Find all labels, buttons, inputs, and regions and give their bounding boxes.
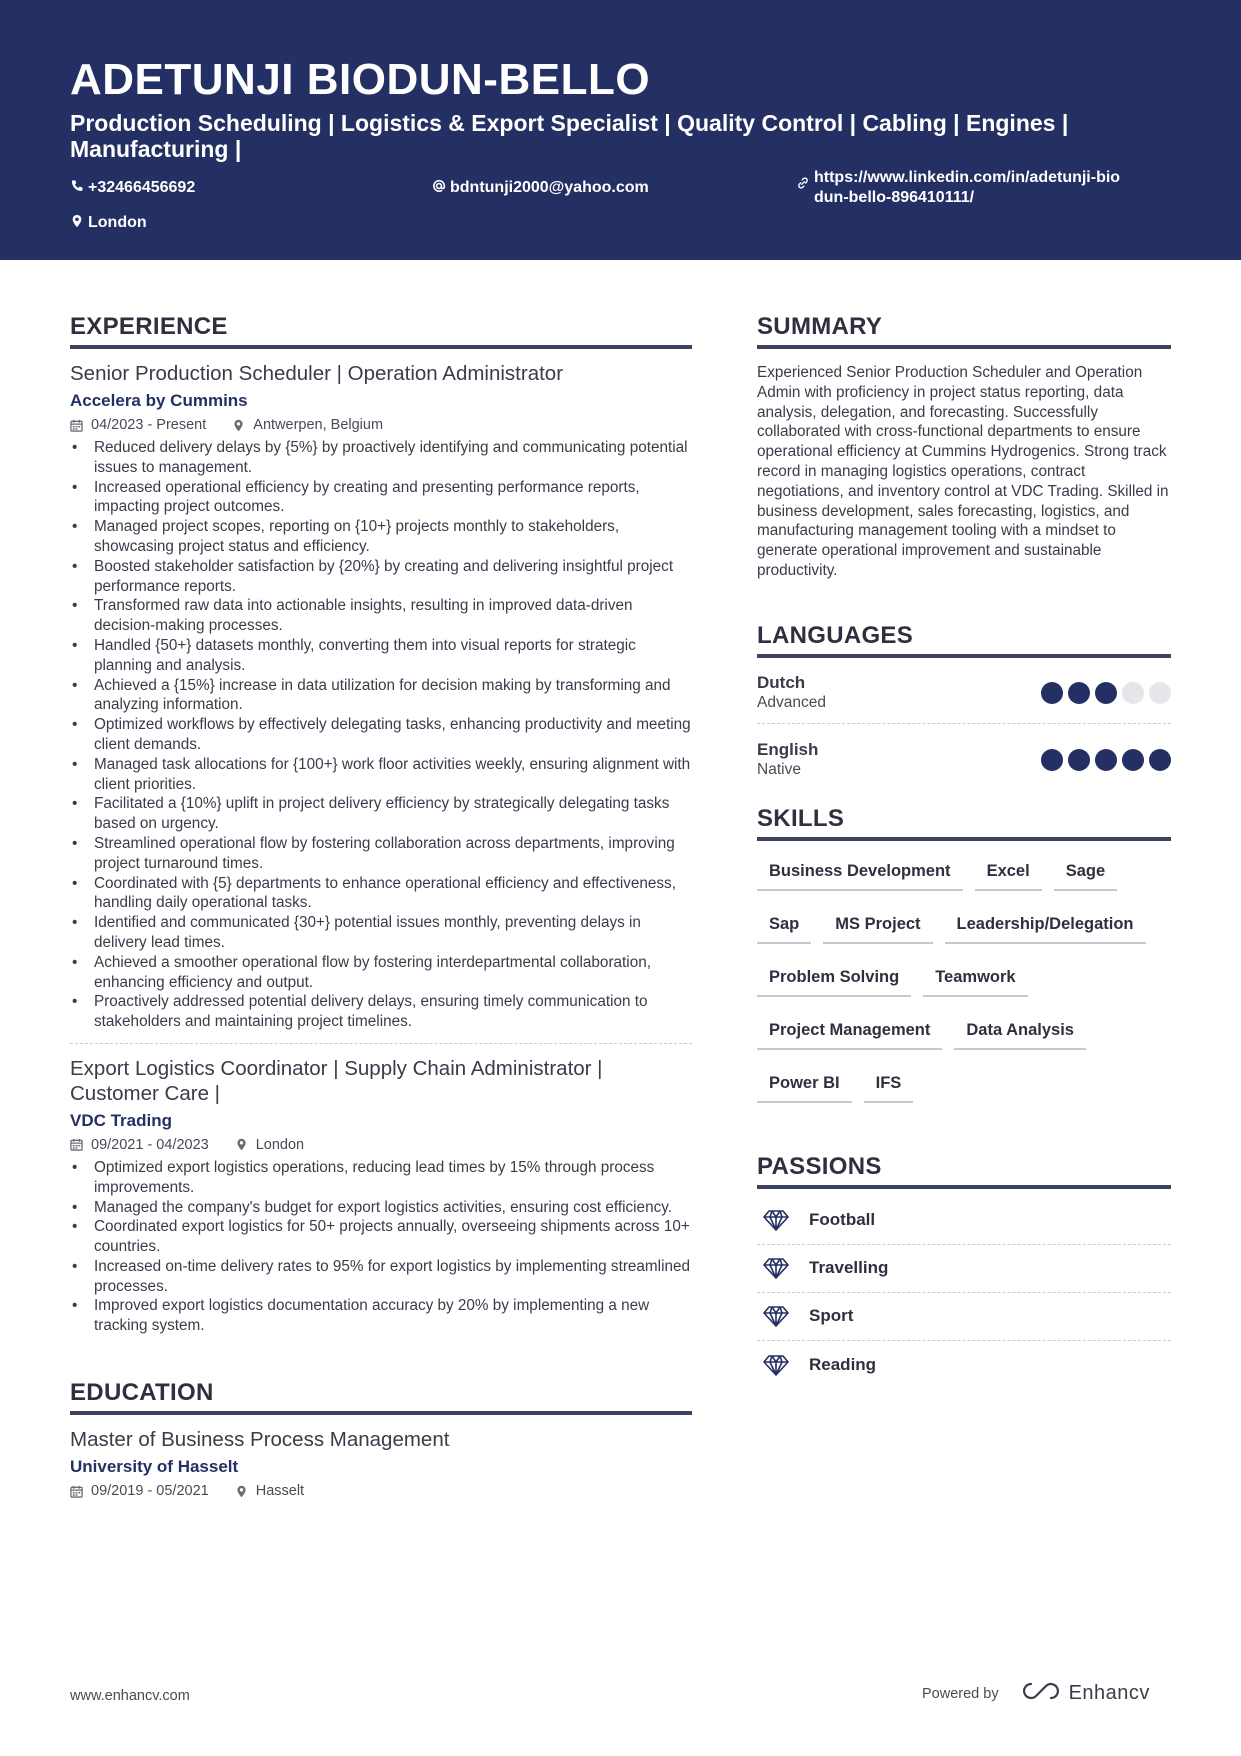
location-pin-icon [70, 214, 88, 234]
contact-linkedin [796, 168, 1126, 208]
bullet-item: • Optimized workflows by effectively delegating tasks, enhancing productivity and meeting client demands. [70, 715, 692, 755]
location-pin-icon [232, 419, 253, 432]
experience-heading: EXPERIENCE [70, 312, 692, 349]
diamond-icon [757, 1209, 809, 1231]
right-column [757, 312, 1171, 1389]
job-meta [70, 415, 692, 435]
job-title: Export Logistics Coordinator | Supply Chain Administrator | Customer Care | [70, 1056, 603, 1105]
job-title: Senior Production Scheduler | Operation Administrator [70, 362, 564, 385]
bullet-item: • Managed the company's budget for export logistics activities, ensuring cost efficiency. [70, 1198, 692, 1218]
skill-tag: Business Development [757, 853, 963, 891]
language-item [757, 672, 1171, 724]
skill-tag: Excel [975, 853, 1042, 891]
bullet-item: • Proactively addressed potential delivery delays, ensuring timely communication to stakeholders and maintaining project timelines. [70, 992, 692, 1032]
contact-location [70, 213, 147, 234]
education-dates: 09/2019 - 05/2021 [91, 1483, 209, 1500]
passion-item [757, 1197, 1171, 1245]
skills-heading: SKILLS [757, 804, 1171, 841]
bullet-item: • Handled {50+} datasets monthly, converting them into visual reports for strategic planning and analysis. [70, 636, 692, 676]
education-location: Hasselt [255, 1483, 305, 1500]
school-name: University of Hasselt [70, 1457, 239, 1477]
calendar-icon [70, 1485, 91, 1498]
candidate-headline: Production Scheduling | Logistics & Export Specialist | Quality Control | Cabling | Engines | Manufacturing | [70, 110, 1069, 162]
rating-dot [1149, 749, 1171, 771]
phone-number: +32466456692 [88, 179, 196, 196]
job-divider [70, 1043, 692, 1044]
diamond-icon [757, 1305, 809, 1327]
contact-email [432, 178, 649, 199]
skill-tag: Project Management [757, 1012, 942, 1050]
skill-tag: Data Analysis [954, 1012, 1086, 1050]
bullet-item: • Streamlined operational flow by fostering collaboration across departments, improving project turnaround times. [70, 834, 692, 874]
at-icon [432, 179, 450, 199]
left-column [70, 312, 692, 1501]
language-rating [1041, 682, 1171, 704]
summary-text: Experienced Senior Production Scheduler and Operation Admin with proficiency in project status reporting, data analysis, delegation, and forecasting. Successfully collaborated with cross-functional departments to ensure operational efficiency at Cummins Hydrogenics. Strong track record in managing logistics operations, contract negotiations, and inventory control at VDC Trading. Skilled in business development, sales forecasting, logistics, and manufacturing management tooling with a mindset to generate operational improvement and sustainable productivity. [757, 364, 1169, 579]
rating-dot [1149, 682, 1171, 704]
rating-dot [1068, 749, 1090, 771]
bullet-item: • Increased on-time delivery rates to 95% for export logistics by implementing streamlined processes. [70, 1257, 692, 1297]
passion-label: Reading [809, 1354, 877, 1374]
rating-dot [1068, 682, 1090, 704]
location-pin-icon [235, 1485, 256, 1498]
rating-dot [1095, 749, 1117, 771]
calendar-icon [70, 419, 91, 432]
location-text: London [88, 214, 147, 231]
job-location: London [255, 1136, 305, 1153]
education-heading: EDUCATION [70, 1378, 692, 1415]
job-location: Antwerpen, Belgium [253, 417, 384, 433]
contact-phone [70, 178, 195, 199]
company-name: Accelera by Cummins [70, 391, 248, 410]
job-bullets [70, 1158, 692, 1336]
skill-tag: IFS [864, 1065, 914, 1103]
skill-tag: Sap [757, 906, 811, 944]
language-name: English [757, 739, 819, 759]
job-dates: 04/2023 - Present [91, 417, 207, 433]
language-level: Native [757, 760, 801, 778]
language-name: Dutch [757, 673, 806, 693]
language-item [757, 738, 1171, 790]
skill-tag: Problem Solving [757, 959, 911, 997]
passions-heading: PASSIONS [757, 1152, 1171, 1189]
language-level: Advanced [757, 694, 826, 712]
bullet-item: • Transformed raw data into actionable insights, resulting in improved data-driven decision-making processes. [70, 596, 692, 636]
languages-heading: LANGUAGES [757, 621, 1171, 658]
passion-item [757, 1341, 1171, 1389]
skill-tag: Sage [1054, 853, 1117, 891]
footer-branding [922, 1680, 1150, 1707]
experience-list [70, 361, 692, 1336]
job-entry [70, 361, 692, 1032]
summary-heading: SUMMARY [757, 312, 1171, 349]
passion-label: Football [809, 1210, 876, 1230]
passions-list [757, 1197, 1171, 1389]
skill-tag: Leadership/Delegation [945, 906, 1146, 944]
email-address: bdntunji2000@yahoo.com [450, 179, 649, 196]
calendar-icon [70, 1138, 91, 1151]
skills-list [757, 853, 1171, 1118]
language-rating [1041, 749, 1171, 771]
bullet-item: • Achieved a {15%} increase in data utilization for decision making by transforming and analyzing information. [70, 676, 692, 716]
rating-dot [1041, 682, 1063, 704]
passion-label: Travelling [809, 1258, 889, 1278]
education-meta [70, 1481, 692, 1501]
education-section [70, 1378, 692, 1501]
footer-website[interactable]: www.enhancv.com [70, 1688, 190, 1704]
bullet-item: • Increased operational efficiency by creating and presenting performance reports, impacting project outcomes. [70, 478, 692, 518]
job-entry [70, 1056, 692, 1336]
bullet-item: • Coordinated export logistics for 50+ projects annually, overseeing shipments across 10+ countries. [70, 1217, 692, 1257]
passion-label: Sport [809, 1306, 854, 1326]
languages-list [757, 672, 1171, 790]
skill-tag: Power BI [757, 1065, 852, 1103]
bullet-item: • Boosted stakeholder satisfaction by {20%} by creating and delivering insightful project performance reports. [70, 557, 692, 597]
job-dates: 09/2021 - 04/2023 [91, 1136, 209, 1153]
bullet-item: • Coordinated with {5} departments to enhance operational efficiency and effectiveness, handling daily operational tasks. [70, 874, 692, 914]
location-pin-icon [235, 1138, 256, 1151]
candidate-name: ADETUNJI BIODUN-BELLO [70, 55, 651, 104]
bullet-item: • Managed project scopes, reporting on {10+} projects monthly to stakeholders, showcasing project status and efficiency. [70, 517, 692, 557]
rating-dot [1122, 682, 1144, 704]
passion-item [757, 1245, 1171, 1293]
linkedin-url[interactable]: https://www.linkedin.com/in/adetunji-biodun-bello-896410111/ [814, 169, 1121, 206]
bullet-item: • Achieved a smoother operational flow by fostering interdepartmental collaboration, enhancing efficiency and output. [70, 953, 692, 993]
skill-tag: MS Project [823, 906, 932, 944]
job-bullets [70, 438, 692, 1032]
powered-by-text: Powered by [922, 1685, 999, 1702]
degree-title: Master of Business Process Management [70, 1428, 450, 1452]
brand-name: Enhancv [1068, 1682, 1150, 1704]
bullet-item: • Managed task allocations for {100+} work floor activities weekly, ensuring alignment with client priorities. [70, 755, 692, 795]
passion-item [757, 1293, 1171, 1341]
company-name: VDC Trading [70, 1110, 173, 1130]
enhancv-logo-icon [1021, 1680, 1061, 1707]
link-icon [796, 176, 814, 196]
diamond-icon [757, 1257, 809, 1279]
bullet-item: • Facilitated a {10%} uplift in project delivery efficiency by strategically delegating tasks based on urgency. [70, 794, 692, 834]
bullet-item: • Reduced delivery delays by {5%} by proactively identifying and communicating potential issues to management. [70, 438, 692, 478]
skill-tag: Teamwork [923, 959, 1027, 997]
rating-dot [1041, 749, 1063, 771]
bullet-item: • Optimized export logistics operations, reducing lead times by 15% through process improvements. [70, 1158, 692, 1198]
diamond-icon [757, 1354, 809, 1376]
bullet-item: • Identified and communicated {30+} potential issues monthly, preventing delays in delivery lead times. [70, 913, 692, 953]
bullet-item: • Improved export logistics documentation accuracy by 20% by implementing a new tracking system. [70, 1296, 692, 1336]
job-meta [70, 1135, 692, 1155]
rating-dot [1122, 749, 1144, 771]
phone-icon [70, 179, 88, 199]
resume-header [0, 0, 1241, 260]
rating-dot [1095, 682, 1117, 704]
